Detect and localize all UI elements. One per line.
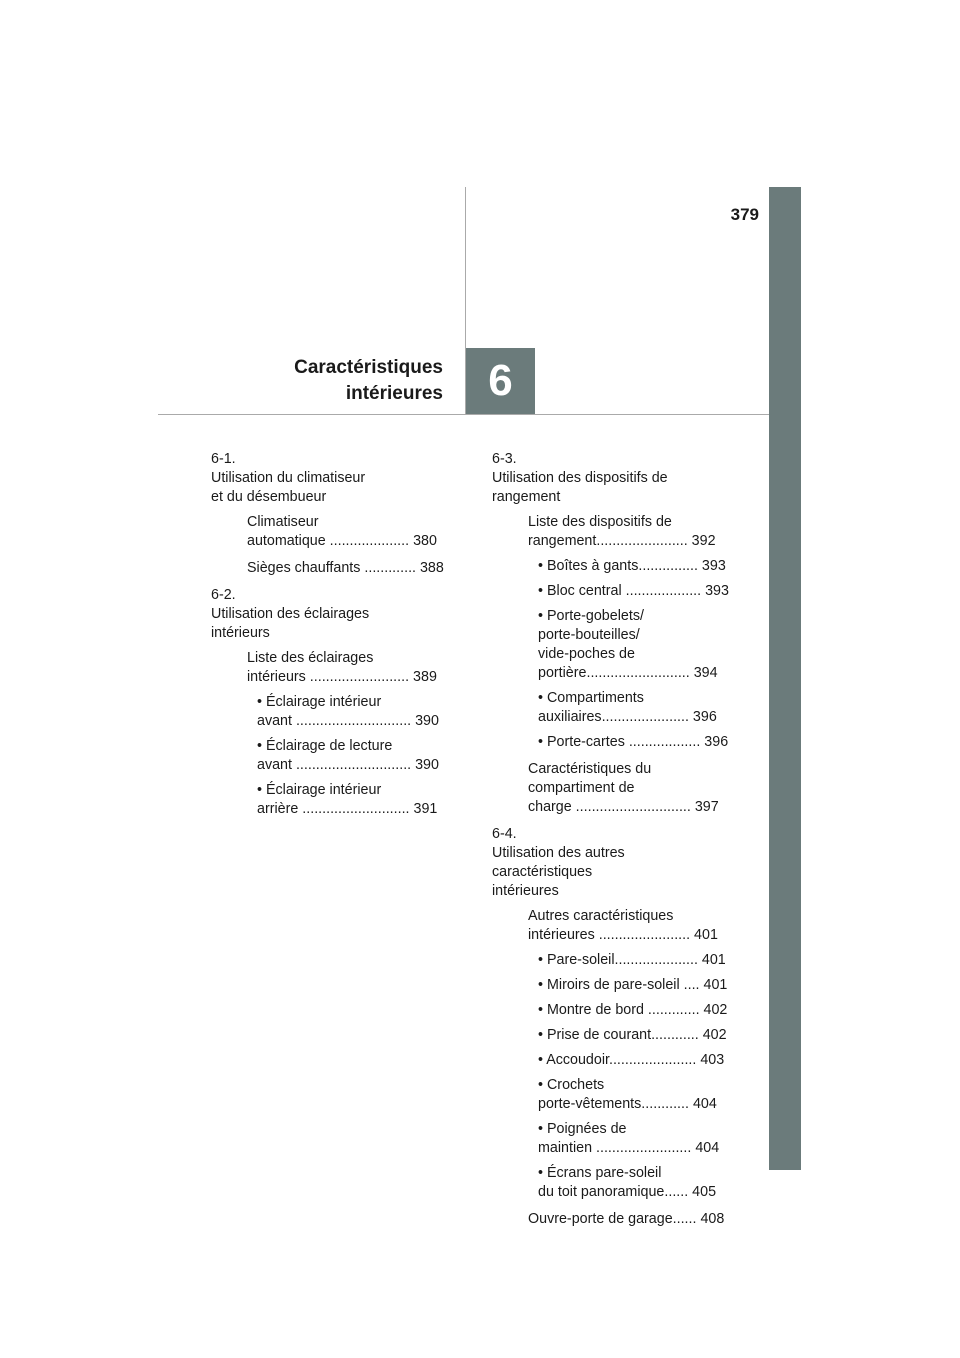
toc-line: Climatiseur xyxy=(247,514,319,530)
toc-line: avant ............................. 390 xyxy=(257,757,439,773)
toc-line: • Éclairage intérieur xyxy=(257,694,382,710)
toc-entry xyxy=(528,513,740,551)
toc-line: • Porte-cartes .................. 396 xyxy=(538,734,729,750)
toc-line: avant ............................. 390 xyxy=(257,713,439,729)
chapter-number-box: 6 xyxy=(466,348,535,414)
toc-line: • Compartiments xyxy=(538,690,644,706)
toc-line: Ouvre-porte de garage...... 408 xyxy=(528,1211,725,1227)
toc-line: caractéristiques xyxy=(492,864,593,880)
toc-line: porte-bouteilles/ xyxy=(538,627,640,643)
toc-line: • Poignées de xyxy=(538,1121,627,1137)
toc-line: • Écrans pare-soleil xyxy=(538,1165,662,1181)
toc-line: charge ............................. 397 xyxy=(528,799,719,815)
toc-section xyxy=(492,450,740,507)
toc-line: automatique .................... 380 xyxy=(247,533,437,549)
toc-entry xyxy=(528,760,740,817)
toc-line: Liste des dispositifs de xyxy=(528,514,672,530)
toc-entry xyxy=(247,513,459,551)
toc-entry xyxy=(247,559,459,578)
toc-bullet-entry xyxy=(538,689,740,727)
toc-line: maintien ........................ 404 xyxy=(538,1140,720,1156)
toc-line: Caractéristiques du xyxy=(528,761,652,777)
toc-line: vide-poches de xyxy=(538,646,635,662)
toc-entry xyxy=(247,649,459,687)
toc-line: du toit panoramique...... 405 xyxy=(538,1184,717,1200)
page-number: 379 xyxy=(730,205,759,224)
toc-line: • Montre de bord ............. 402 xyxy=(538,1002,728,1018)
toc-line: intérieures xyxy=(492,883,559,899)
toc-line: auxiliaires...................... 396 xyxy=(538,709,717,725)
toc-entry xyxy=(528,907,740,945)
toc-line: intérieures ....................... 401 xyxy=(528,927,718,943)
toc-bullet-entry xyxy=(538,1001,740,1020)
toc-bullet-entry xyxy=(538,607,740,683)
toc-line: • Boîtes à gants............... 393 xyxy=(538,558,726,574)
toc-section-number: 6-4. xyxy=(492,826,517,842)
toc-line: • Porte-gobelets/ xyxy=(538,608,644,624)
toc-line: Utilisation du climatiseur xyxy=(211,470,366,486)
toc-bullet-entry xyxy=(538,582,740,601)
toc-line: • Éclairage intérieur xyxy=(257,782,382,798)
toc-line: intérieurs xyxy=(211,625,270,641)
toc-bullet-entry xyxy=(538,951,740,970)
toc-section-title xyxy=(492,844,740,901)
toc-section-title xyxy=(492,469,740,507)
toc-line: Liste des éclairages xyxy=(247,650,374,666)
toc-line: rangement....................... 392 xyxy=(528,533,716,549)
toc-line: porte-vêtements............ 404 xyxy=(538,1096,717,1112)
toc-line: Sièges chauffants ............. 388 xyxy=(247,560,444,576)
chapter-side-tab xyxy=(769,187,801,1170)
toc-line: • Éclairage de lecture xyxy=(257,738,393,754)
toc-line: • Crochets xyxy=(538,1077,605,1093)
toc-section xyxy=(211,586,459,643)
toc-line: • Bloc central ................... 393 xyxy=(538,583,729,599)
toc-bullet-entry xyxy=(538,1051,740,1070)
toc-line: Utilisation des dispositifs de xyxy=(492,470,668,486)
toc-line: intérieurs ......................... 389 xyxy=(247,669,437,685)
toc-section-number: 6-3. xyxy=(492,451,517,467)
toc-line: arrière ........................... 391 xyxy=(257,801,438,817)
toc-line: et du désembueur xyxy=(211,489,327,505)
chapter-title xyxy=(250,355,443,407)
header-horizontal-rule xyxy=(158,414,769,415)
toc-bullet-entry xyxy=(257,693,459,731)
toc-section-title xyxy=(211,605,459,643)
toc-bullet-entry xyxy=(538,1164,740,1202)
toc-line: Utilisation des autres xyxy=(492,845,625,861)
toc-column-left xyxy=(211,450,459,819)
toc-bullet-entry xyxy=(538,1026,740,1045)
toc-line: • Prise de courant............ 402 xyxy=(538,1027,727,1043)
toc-section xyxy=(211,450,459,507)
chapter-title-line1: Caractéristiques xyxy=(294,357,443,378)
toc-section xyxy=(492,825,740,901)
toc-line: portière.......................... 394 xyxy=(538,665,718,681)
toc-line: compartiment de xyxy=(528,780,635,796)
toc-bullet-entry xyxy=(538,733,740,752)
chapter-title-line2: intérieures xyxy=(345,383,443,404)
toc-section-number: 6-2. xyxy=(211,587,236,603)
toc-entry xyxy=(528,1210,740,1229)
toc-bullet-entry xyxy=(538,1076,740,1114)
toc-bullet-entry xyxy=(538,557,740,576)
toc-line: • Accoudoir...................... 403 xyxy=(538,1052,725,1068)
toc-line: Utilisation des éclairages xyxy=(211,606,370,622)
toc-line: • Pare-soleil..................... 401 xyxy=(538,952,726,968)
toc-line: • Miroirs de pare-soleil .... 401 xyxy=(538,977,728,993)
toc-section-number: 6-1. xyxy=(211,451,236,467)
toc-bullet-entry xyxy=(538,1120,740,1158)
toc-column-right xyxy=(492,450,740,1229)
toc-bullet-entry xyxy=(257,737,459,775)
toc-bullet-entry xyxy=(538,976,740,995)
toc-line: rangement xyxy=(492,489,561,505)
toc-section-title xyxy=(211,469,459,507)
toc-line: Autres caractéristiques xyxy=(528,908,674,924)
toc-bullet-entry xyxy=(257,781,459,819)
